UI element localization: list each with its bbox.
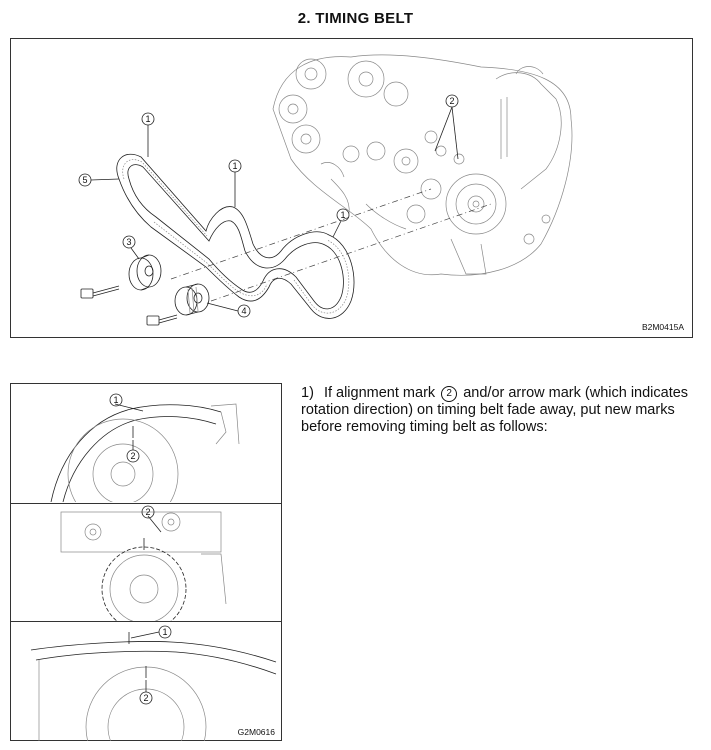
svg-text:5: 5 — [82, 175, 88, 185]
svg-text:2: 2 — [449, 96, 455, 106]
callout-1 — [159, 626, 171, 638]
callout-1-right — [333, 209, 349, 237]
callout-1 — [110, 394, 122, 406]
instruction-step-1 — [301, 385, 706, 436]
alignment-mark-symbol: 2 — [441, 386, 457, 402]
step-text-after: and/or arrow mark (which indicates rotation direction) on timing belt fade away, put new marks before removing timing belt as follows: — [301, 385, 689, 435]
callout-2 — [140, 680, 152, 704]
tensioner-pulley — [129, 255, 161, 290]
tensioner-bolt — [81, 286, 119, 298]
svg-text:1: 1 — [113, 395, 119, 405]
callout-1-top — [142, 113, 154, 157]
figure-code: B2M0415A — [641, 322, 684, 332]
callout-5-belt — [79, 174, 119, 186]
callout-3-tensioner — [123, 236, 139, 259]
timing-belt-drawing — [11, 39, 692, 337]
panel-top — [11, 384, 281, 502]
panel-bottom — [11, 621, 281, 741]
svg-text:1: 1 — [232, 161, 238, 171]
callout-2-marks — [435, 95, 458, 159]
idler-pulley — [175, 284, 209, 315]
section-title: 2. TIMING BELT — [297, 10, 414, 27]
callout-1-mid — [229, 160, 241, 207]
figure-code: G2M0616 — [237, 727, 275, 737]
callout-4-idler — [207, 303, 250, 317]
timing-belt — [117, 154, 354, 318]
step-text-before: If alignment mark — [323, 385, 436, 401]
idler-bolt — [147, 315, 177, 325]
svg-text:1: 1 — [145, 114, 151, 124]
callout-2 — [127, 440, 139, 462]
panel-middle — [11, 503, 281, 621]
alignment-mark-figure — [10, 383, 282, 741]
step-number: 1) — [301, 385, 314, 401]
engine-outline — [273, 55, 572, 275]
centerline-pulley — [211, 204, 491, 301]
svg-text:1: 1 — [340, 210, 346, 220]
centerline-idler — [171, 189, 431, 279]
svg-text:1: 1 — [162, 627, 168, 637]
svg-text:2: 2 — [143, 693, 149, 703]
svg-text:2: 2 — [145, 507, 151, 517]
timing-belt-illustration — [10, 38, 693, 338]
svg-text:4: 4 — [241, 306, 247, 316]
svg-text:3: 3 — [126, 237, 132, 247]
svg-text:2: 2 — [130, 451, 136, 461]
